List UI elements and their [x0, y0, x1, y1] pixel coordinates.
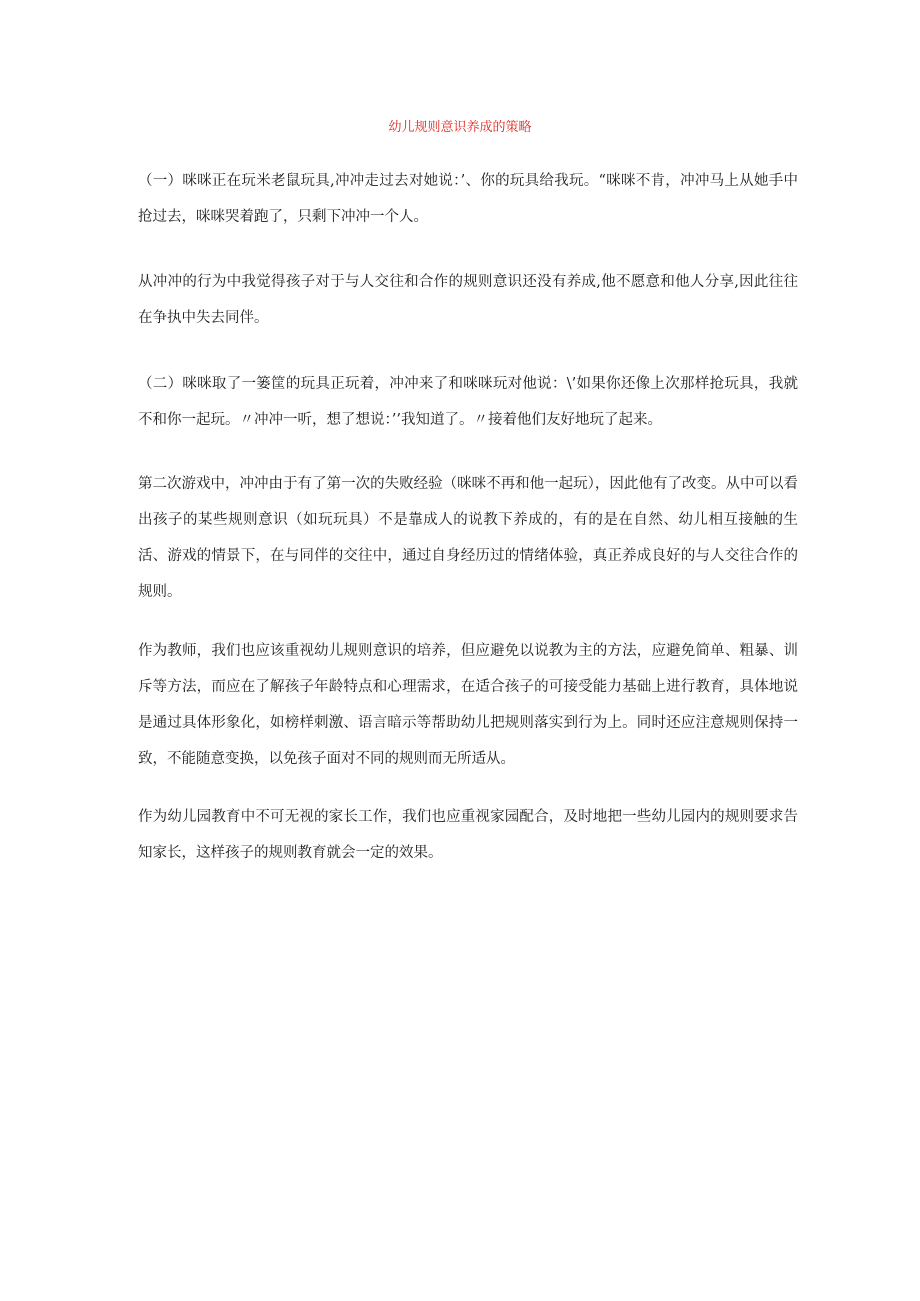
page-title: 幼儿规则意识养成的策略 [388, 120, 532, 135]
paragraph-1: （一）咪咪正在玩米老鼠玩具,冲冲走过去对她说：’、你的玩具给我玩。“咪咪不肯，冲冲马上从她手中抢过去，咪咪哭着跑了，只剩下冲冲一个人。 [138, 173, 798, 225]
paragraph-6: 作为幼儿园教育中不可无视的家长工作，我们也应重视家园配合，及时地把一些幼儿园内的规则要求告知家长，这样孩子的规则教育就会一定的效果。 [138, 809, 798, 861]
paragraph-2: 从冲冲的行为中我觉得孩子对于与人交往和合作的规则意识还没有养成,他不愿意和他人分享,因此往往在争执中失去同伴。 [138, 274, 798, 326]
paragraph-5: 作为教师，我们也应该重视幼儿规则意识的培养，但应避免以说教为主的方法，应避免简单、粗暴、训斥等方法，而应在了解孩子年龄特点和心理需求，在适合孩子的可接受能力基础上进行教育，具体地说是通过具体形象化，如榜样刺激、语言暗示等帮助幼儿把规则落实到行为上。同时还应注意规则保持一致，不能随意变换，以免孩子面对不同的规则而无所适从。 [138, 643, 798, 767]
paragraph-3: （二）咪咪取了一篓筐的玩具正玩着，冲冲来了和咪咪玩对他说：\’如果你还像上次那样抢玩具，我就不和你一起玩。〃冲冲一听，想了想说：’’我知道了。〃接着他们友好地玩了起来。 [138, 376, 798, 428]
paragraph-4: 第二次游戏中，冲冲由于有了第一次的失败经验（咪咪不再和他一起玩），因此他有了改变。从中可以看出孩子的某些规则意识（如玩玩具）不是靠成人的说教下养成的，有的是在自然、幼儿相互接触的生活、游戏的情景下，在与同伴的交往中，通过自身经历过的情绪体验，真正养成良好的与人交往合作的规则。 [138, 476, 798, 600]
